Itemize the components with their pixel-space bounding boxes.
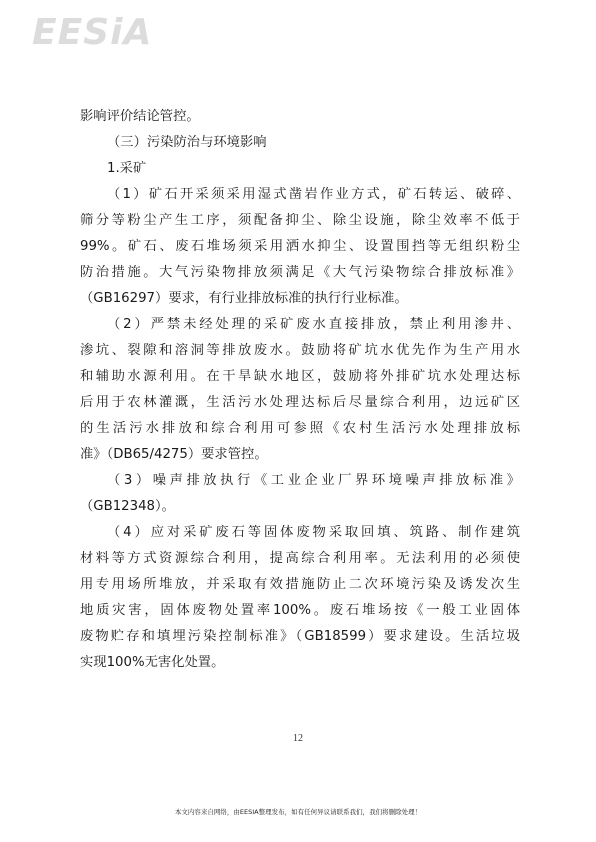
paragraph-line: 防治措施。大气污染物排放须满足《大气污染物综合排放标准》 xyxy=(80,265,520,280)
paragraph-line: （4）应对采矿废石等固体废物采取回填、筑路、制作建筑 xyxy=(107,525,520,540)
paragraph-line: （GB16297）要求，有行业排放标准的执行行业标准。 xyxy=(80,291,408,306)
paragraph-line: 材料等方式资源综合利用，提高综合利用率。无法利用的必须使 xyxy=(80,551,520,566)
paragraph-line: 渗坑、裂隙和溶洞等排放废水。鼓励将矿坑水优先作为生产用水 xyxy=(80,343,520,358)
paragraph-line: 废物贮存和填埋污染控制标准》（GB18599）要求建设。生活垃圾 xyxy=(80,629,520,644)
paragraph-line: 用专用场所堆放，并采取有效措施防止二次环境污染及诱发次生 xyxy=(80,577,520,592)
paragraph-line: 99%。矿石、废石堆场须采用洒水抑尘、设置围挡等无组织粉尘 xyxy=(80,239,520,254)
eesia-logo: EESiA xyxy=(32,12,153,53)
paragraph-line: 实现100%无害化处置。 xyxy=(80,655,225,670)
section-heading: （三）污染防治与环境影响 xyxy=(107,135,267,150)
paragraph-line: 的生活污水排放和综合利用可参照《农村生活污水处理排放标 xyxy=(80,421,520,436)
paragraph-line: （2）严禁未经处理的采矿废水直接排放，禁止利用渗井、 xyxy=(107,317,520,332)
paragraph-line: 后用于农林灌溉，生活污水处理达标后尽量综合利用，边远矿区 xyxy=(80,395,520,410)
paragraph-line: 筛分等粉尘产生工序，须配备抑尘、除尘设施，除尘效率不低于 xyxy=(80,213,520,228)
paragraph-line: （1）矿石开采须采用湿式凿岩作业方式，矿石转运、破碎、 xyxy=(107,187,520,202)
page-number: 12 xyxy=(293,733,303,744)
paragraph-line: 和辅助水源利用。在干旱缺水地区，鼓励将外排矿坑水处理达标 xyxy=(80,369,520,384)
footer-notice: 本文内容来自网络，由EESIA整理发布，如有任何异议请联系我们，我们将删除处理！ xyxy=(174,808,422,816)
subsection-heading: 1.采矿 xyxy=(107,161,147,176)
paragraph-line: （3）噪声排放执行《工业企业厂界环境噪声排放标准》 xyxy=(107,473,520,488)
paragraph-line: （GB12348）。 xyxy=(80,499,175,514)
document-body xyxy=(80,104,520,676)
paragraph-line: 准》（DB65/4275）要求管控。 xyxy=(80,447,268,462)
text-line: 影响评价结论管控。 xyxy=(80,109,200,124)
paragraph-line: 地质灾害，固体废物处置率100%。废石堆场按《一般工业固体 xyxy=(80,603,520,618)
